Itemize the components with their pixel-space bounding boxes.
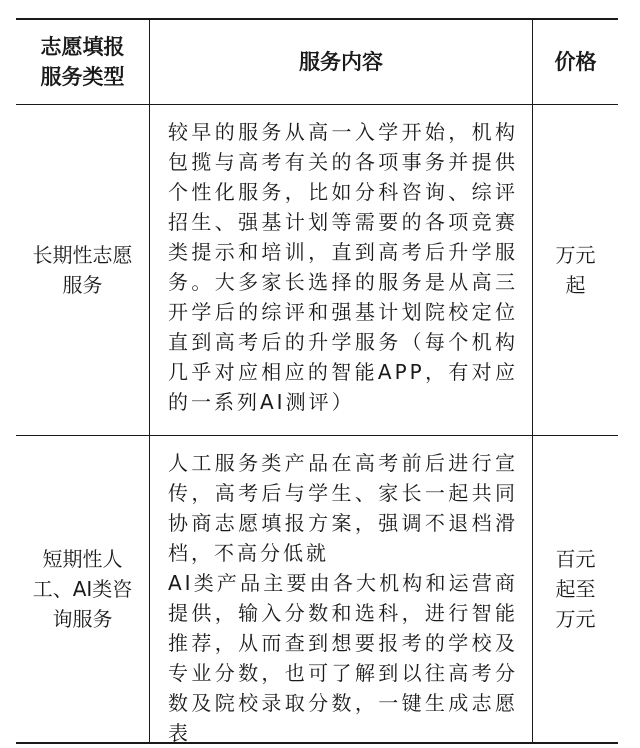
row-price: 百元起至万元 (555, 547, 596, 631)
row-service-content-ai: AI类产品主要由各大机构和运营商提供，输入分数和选科，进行智能推荐，从而查到想要报考的学校及专业分数，也可了解到以往高考分数及院校录取分数，一键生成志愿表 (168, 571, 518, 745)
row-price: 万元起 (555, 243, 596, 297)
row-price-cell (533, 436, 618, 742)
header-service-type (16, 20, 149, 104)
table-header-row (16, 20, 618, 104)
row-service-type-cell (16, 436, 149, 742)
table-row (16, 435, 618, 745)
row-service-type: 长期性志愿服务 (32, 243, 133, 297)
row-service-content-manual: 人工服务类产品在高考前后进行宣传，高考后与学生、家长一起共同协商志愿填报方案，强调不退档滑档，不高分低就 (168, 451, 518, 565)
service-table (16, 18, 618, 744)
row-price-cell (533, 105, 618, 435)
row-service-type: 短期性人工、AI类咨询服务 (32, 547, 133, 631)
header-service-type-label: 志愿填报服务类型 (40, 35, 125, 89)
row-service-content: 较早的服务从高一入学开始，机构包揽与高考有关的各项事务并提供个性化服务，比如分科咨询、综评招生、强基计划等需要的各项竞赛类提示和培训，直到高考后升学服务。大多家长选择的服务是从高三开学后的综评和强基计划院校定位直到高考后的升学服务（每个机构几乎对应相应的智能APP，有对应的一系列AI测评） (168, 120, 518, 414)
header-service-content-label: 服务内容 (299, 50, 383, 74)
header-service-content (149, 20, 533, 104)
header-price (533, 20, 618, 104)
row-service-content-cell (149, 436, 533, 745)
table-row (16, 104, 618, 435)
row-service-content-cell (149, 105, 533, 435)
header-price-label: 价格 (554, 50, 597, 74)
row-service-type-cell (16, 105, 149, 435)
